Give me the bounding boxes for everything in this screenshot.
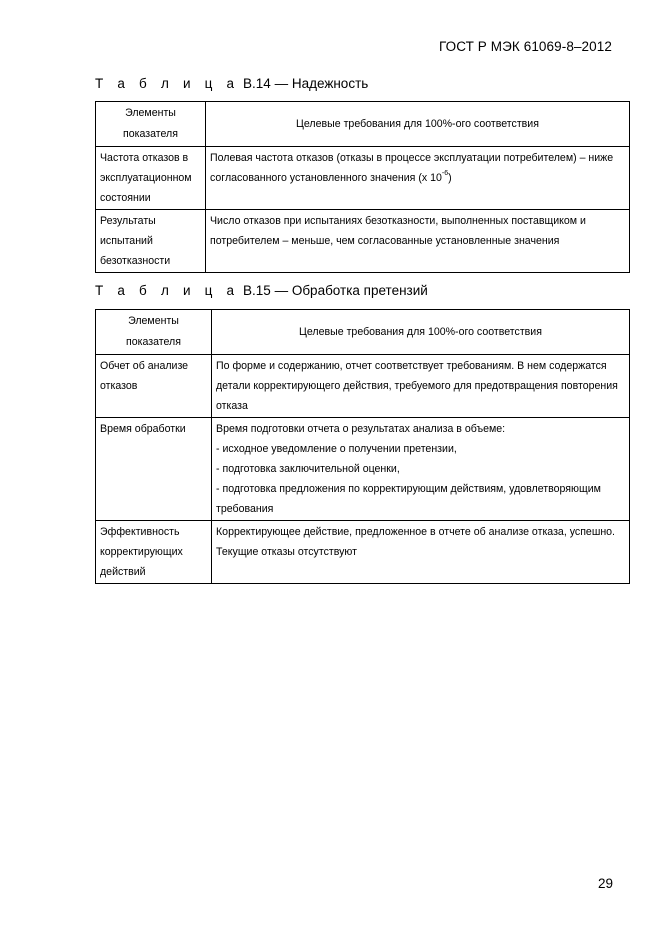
document-number: ГОСТ Р МЭК 61069-8–2012 [438, 39, 612, 54]
caption-prefix: Т а б л и ц а [95, 76, 240, 91]
table-row [96, 147, 630, 210]
table-b15 [95, 309, 630, 584]
row-requirement: Число отказов при испытаниях безотказности, выполненных поставщиком и потребителем – меньше, чем согласованные установленные значения [206, 210, 630, 273]
row-element: Обчет об анализе отказов [96, 355, 212, 418]
caption-number: B.15 [243, 283, 271, 298]
caption-dash: — [274, 283, 289, 298]
col-header-requirements: Целевые требования для 100%-ого соответствия [212, 310, 630, 355]
caption-prefix: Т а б л и ц а [95, 283, 240, 298]
table-header-row [96, 310, 630, 355]
requirement-line: - исходное уведомление о получении претензии, [216, 443, 457, 455]
requirement-exponent: -6 [441, 170, 449, 177]
row-requirement: Корректирующее действие, предложенное в отчете об анализе отказа, успешно. Текущие отказы отсутствуют [212, 521, 630, 584]
row-requirement [212, 418, 630, 521]
table-row [96, 521, 630, 584]
row-requirement: По форме и содержанию, отчет соответствует требованиям. В нем содержатся детали корректирующего действия, требуемого для предотвращения повторения отказа [212, 355, 630, 418]
page-number: 29 [597, 876, 613, 891]
table-b14 [95, 101, 630, 273]
table-row [96, 210, 630, 273]
requirement-line: - подготовка заключительной оценки, [216, 463, 400, 475]
caption-dash: — [274, 76, 289, 91]
col-header-elements: Элементы показателя [96, 310, 212, 355]
table-b15-caption [95, 283, 428, 298]
table-b14-caption [95, 76, 368, 91]
requirement-line: Время подготовки отчета о результатах анализа в объеме: [216, 423, 506, 435]
col-header-requirements: Целевые требования для 100%-ого соответствия [206, 102, 630, 147]
table-row [96, 418, 630, 521]
row-element: Время обработки [96, 418, 212, 521]
caption-number: B.14 [243, 76, 271, 91]
caption-title: Обработка претензий [291, 283, 428, 298]
requirement-text: Полевая частота отказов (отказы в процессе эксплуатации потребителем) – ниже согласованного установленного значения (х 10 [210, 152, 614, 184]
row-element: Частота отказов в эксплуатационном состоянии [96, 147, 206, 210]
table-row [96, 355, 630, 418]
row-requirement [206, 147, 630, 210]
table-header-row [96, 102, 630, 147]
row-element: Эффективность корректирующих действий [96, 521, 212, 584]
requirement-text-end: ) [448, 172, 452, 184]
row-element: Результаты испытаний безотказности [96, 210, 206, 273]
caption-title: Надежность [291, 76, 369, 91]
col-header-elements: Элементы показателя [96, 102, 206, 147]
requirement-line: - подготовка предложения по корректирующим действиям, удовлетворяющим требования [216, 483, 601, 515]
